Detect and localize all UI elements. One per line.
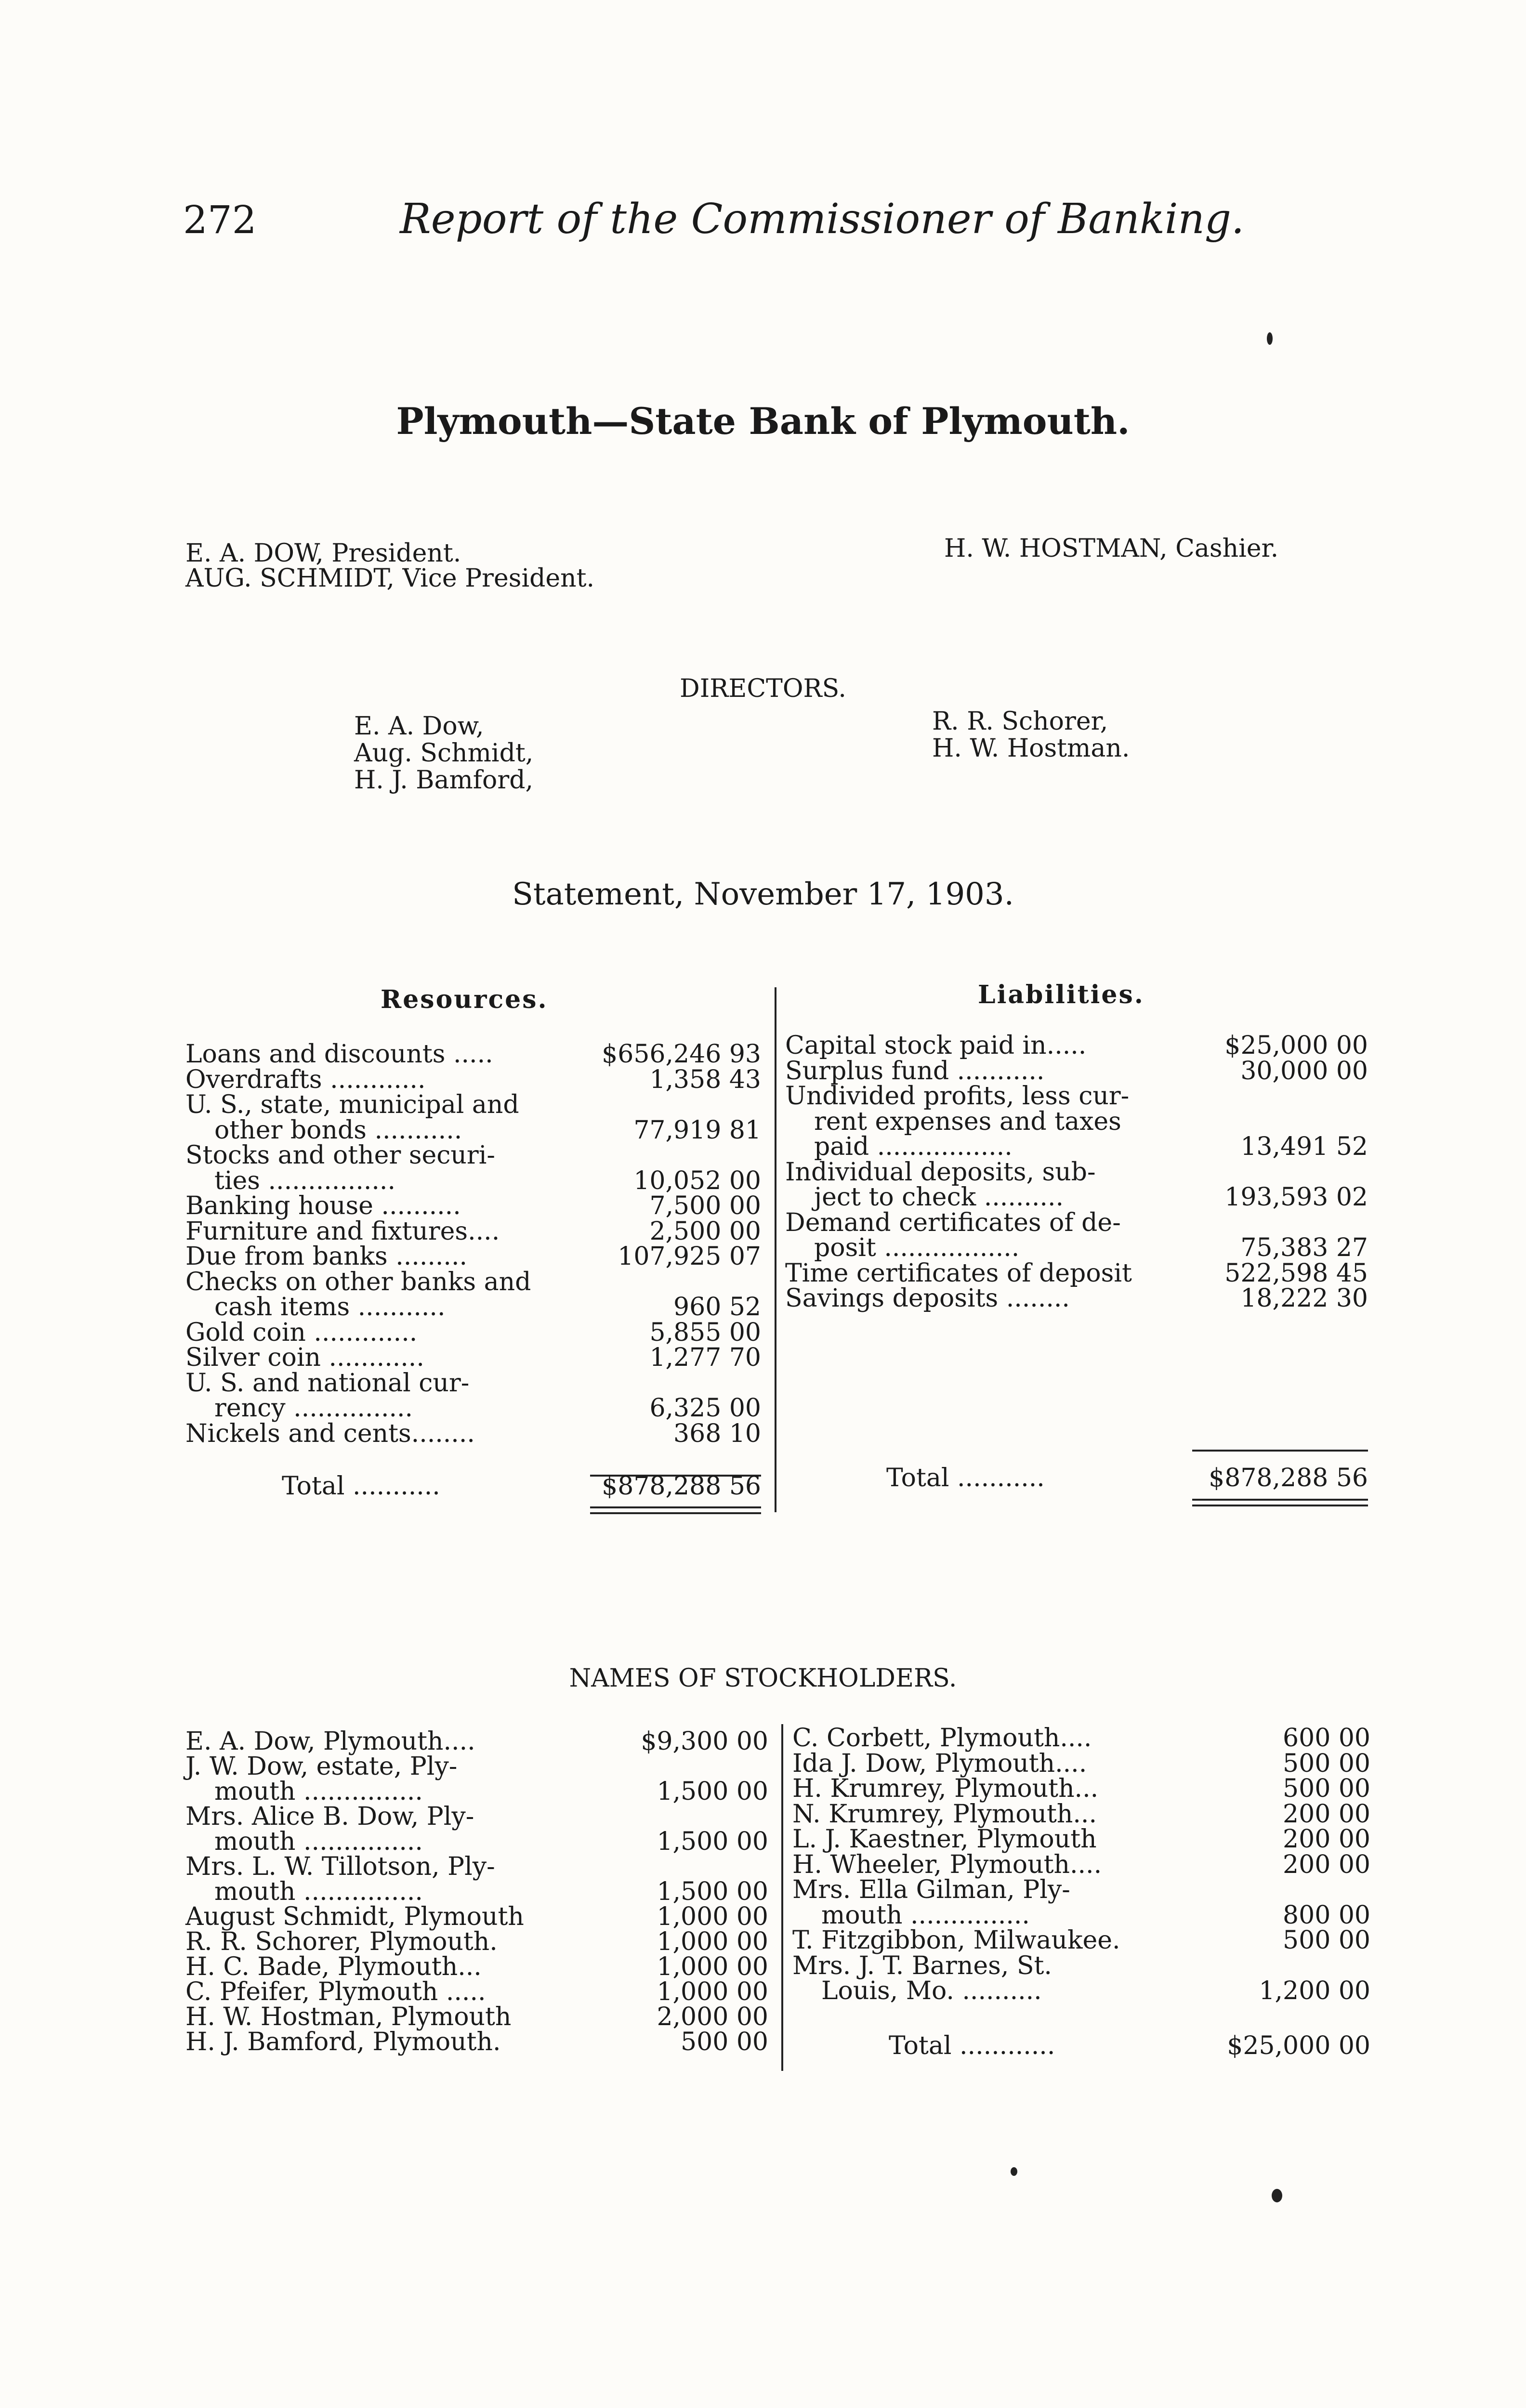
resource-row-label: U. S. and national cur- <box>185 1368 470 1398</box>
liability-row-amount: 193,593 02 <box>1224 1183 1368 1212</box>
resource-row-label: Loans and discounts ..... <box>185 1040 493 1069</box>
resource-row-amount: 107,925 07 <box>618 1242 761 1271</box>
resource-row-amount: 6,325 00 <box>649 1394 761 1423</box>
resource-row-amount: $656,246 93 <box>602 1040 761 1069</box>
resource-row-amount: 2,500 00 <box>649 1217 761 1246</box>
liability-row-label: Undivided profits, less cur- <box>785 1082 1130 1111</box>
bank-title: Plymouth—State Bank of Plymouth. <box>396 400 1130 443</box>
stockholder-row-label: C. Pfeifer, Plymouth ..... <box>185 1977 486 2006</box>
stockholder-row-label: mouth ............... <box>821 1900 1030 1930</box>
resource-row-label: Silver coin ............ <box>185 1343 424 1372</box>
resource-row-label: Gold coin ............. <box>185 1318 418 1347</box>
resource-row-label: Due from banks ......... <box>185 1242 467 1271</box>
stockholder-row-amount: 1,000 00 <box>657 1977 768 2006</box>
resource-row-label: ties ................ <box>214 1166 395 1195</box>
liability-row-label: paid ................. <box>814 1132 1013 1161</box>
stockholders-heading: NAMES OF STOCKHOLDERS. <box>569 1664 957 1693</box>
liability-row-label: Surplus fund ........... <box>785 1056 1045 1086</box>
stockholder-row-amount: 600 00 <box>1283 1724 1370 1753</box>
stockholder-row-amount: $9,300 00 <box>641 1727 768 1756</box>
resource-row-amount: 1,277 70 <box>649 1343 761 1372</box>
vice-president-line: AUG. SCHMIDT, Vice President. <box>185 564 595 593</box>
director-name: R. R. Schorer, <box>932 707 1108 736</box>
liability-row-label: ject to check .......... <box>814 1183 1064 1212</box>
resource-row-label: U. S., state, municipal and <box>185 1090 519 1119</box>
stockholder-row-amount: 1,000 00 <box>657 1902 768 1931</box>
liability-row-label: Savings deposits ........ <box>785 1284 1070 1313</box>
liability-row-amount: 18,222 30 <box>1240 1284 1368 1313</box>
stockholder-row-amount: 500 00 <box>681 2028 768 2056</box>
resource-row-amount: 5,855 00 <box>649 1318 761 1347</box>
stockholder-row-label: E. A. Dow, Plymouth.... <box>185 1727 475 1756</box>
stockholder-row-amount: 1,500 00 <box>657 1877 768 1906</box>
stockholder-row-label: R. R. Schorer, Plymouth. <box>185 1927 498 1956</box>
stockholder-row-label: mouth ............... <box>214 1877 423 1906</box>
stockholder-row-label: Mrs. J. T. Barnes, St. <box>792 1951 1052 1980</box>
liability-row-label: rent expenses and taxes <box>814 1107 1121 1136</box>
stockholder-row-label: Mrs. Alice B. Dow, Ply- <box>185 1802 474 1831</box>
stockholder-row-label: Mrs. L. W. Tillotson, Ply- <box>185 1852 495 1881</box>
stockholder-row-amount: 800 00 <box>1283 1900 1370 1930</box>
liability-row-amount: 522,598 45 <box>1224 1258 1368 1288</box>
resource-row-amount: 368 10 <box>673 1419 761 1448</box>
liability-row-amount: 30,000 00 <box>1240 1056 1368 1086</box>
liability-row-label: posit ................. <box>814 1233 1020 1262</box>
resource-row-label: cash items ........... <box>214 1293 446 1322</box>
scan-speck <box>1011 2167 1017 2176</box>
stockholder-row-label: T. Fitzgibbon, Milwaukee. <box>792 1926 1120 1955</box>
director-name: Aug. Schmidt, <box>354 739 534 768</box>
resources-total: $878,288 56 <box>602 1472 761 1501</box>
resource-row-label: Furniture and fixtures.... <box>185 1217 500 1246</box>
resource-row-label: Overdrafts ............ <box>185 1065 426 1094</box>
stockholders-total: $25,000 00 <box>1227 2031 1370 2060</box>
resource-row-amount: 77,919 81 <box>633 1115 761 1145</box>
double-rule <box>590 1506 761 1508</box>
directors-heading: DIRECTORS. <box>680 674 846 703</box>
stockholder-row-label: H. J. Bamford, Plymouth. <box>185 2028 501 2056</box>
stockholder-row-label: Mrs. Ella Gilman, Ply- <box>792 1875 1070 1904</box>
statement-date: Statement, November 17, 1903. <box>512 877 1014 912</box>
liabilities-heading: Liabilities. <box>978 980 1144 1009</box>
total-rule <box>1192 1450 1368 1452</box>
stockholder-row-label: mouth ............... <box>214 1777 423 1806</box>
cashier-line: H. W. HOSTMAN, Cashier. <box>944 534 1279 563</box>
double-rule <box>590 1512 761 1514</box>
resource-row-amount: 7,500 00 <box>649 1191 761 1220</box>
stockholder-row-label: N. Krumrey, Plymouth... <box>792 1799 1097 1829</box>
stockholder-row-label: J. W. Dow, estate, Ply- <box>185 1752 458 1781</box>
stockholder-row-amount: 200 00 <box>1283 1825 1370 1854</box>
resources-heading: Resources. <box>381 985 548 1014</box>
liability-row-amount: $25,000 00 <box>1224 1031 1368 1060</box>
directors-left <box>354 713 533 794</box>
liability-row-label: Individual deposits, sub- <box>785 1157 1096 1187</box>
double-rule <box>1192 1499 1368 1501</box>
running-title: Report of the Commissioner of Banking. <box>400 195 1245 243</box>
stockholder-row-amount: 500 00 <box>1283 1774 1370 1803</box>
resource-row-label: Banking house .......... <box>185 1191 461 1220</box>
stockholder-row-amount: 500 00 <box>1283 1926 1370 1955</box>
stockholder-row-amount: 2,000 00 <box>657 2002 768 2031</box>
resource-row-amount: 1,358 43 <box>649 1065 761 1094</box>
liability-row-label: Demand certificates of de- <box>785 1208 1121 1237</box>
liabilities-total-label: Total ........... <box>886 1464 1045 1492</box>
stockholder-row-label: H. Krumrey, Plymouth... <box>792 1774 1099 1803</box>
resources-total-label: Total ........... <box>282 1472 440 1501</box>
resource-row-amount: 960 52 <box>673 1293 761 1322</box>
stockholder-row-amount: 1,200 00 <box>1259 1976 1370 2005</box>
resource-row-amount: 10,052 00 <box>633 1166 761 1195</box>
resource-row-label: rency ............... <box>214 1394 413 1423</box>
stockholder-row-label: Ida J. Dow, Plymouth.... <box>792 1749 1087 1778</box>
stockholder-row-label: C. Corbett, Plymouth.... <box>792 1724 1092 1753</box>
stockholders-total-label: Total ............ <box>889 2031 1055 2060</box>
stockholder-row-amount: 1,000 00 <box>657 1952 768 1981</box>
resource-row-label: Stocks and other securi- <box>185 1141 495 1170</box>
stockholder-row-label: Louis, Mo. .......... <box>821 1976 1042 2005</box>
stockholder-row-label: August Schmidt, Plymouth <box>185 1902 524 1931</box>
stockholder-row-amount: 1,500 00 <box>657 1827 768 1856</box>
liability-row-amount: 13,491 52 <box>1240 1132 1368 1161</box>
liability-row-amount: 75,383 27 <box>1240 1233 1368 1262</box>
stockholder-row-label: mouth ............... <box>214 1827 423 1856</box>
scan-speck <box>1272 2189 1282 2202</box>
director-name: E. A. Dow, <box>354 712 484 741</box>
column-divider <box>781 1724 783 2071</box>
stockholder-row-amount: 200 00 <box>1283 1799 1370 1829</box>
director-name: H. W. Hostman. <box>932 734 1130 763</box>
stockholder-row-label: H. C. Bade, Plymouth... <box>185 1952 482 1981</box>
double-rule <box>1192 1505 1368 1506</box>
stockholder-row-amount: 200 00 <box>1283 1850 1370 1879</box>
column-divider <box>775 987 776 1512</box>
stockholder-row-label: H. W. Hostman, Plymouth <box>185 2002 512 2031</box>
page-number: 272 <box>183 197 257 242</box>
stockholder-row-amount: 500 00 <box>1283 1749 1370 1778</box>
president-line: E. A. DOW, President. <box>185 539 461 568</box>
scan-speck <box>1267 332 1273 345</box>
stockholder-row-amount: 1,500 00 <box>657 1777 768 1806</box>
liabilities-total: $878,288 56 <box>1209 1464 1368 1492</box>
liability-row-label: Time certificates of deposit <box>785 1258 1132 1288</box>
director-name: H. J. Bamford, <box>354 766 534 795</box>
resource-row-label: Nickels and cents........ <box>185 1419 475 1448</box>
stockholder-row-label: L. J. Kaestner, Plymouth <box>792 1825 1097 1854</box>
directors-right <box>932 708 1130 762</box>
resource-row-label: Checks on other banks and <box>185 1267 531 1296</box>
resource-row-label: other bonds ........... <box>214 1115 462 1145</box>
stockholder-row-label: H. Wheeler, Plymouth.... <box>792 1850 1102 1879</box>
liability-row-label: Capital stock paid in..... <box>785 1031 1087 1060</box>
stockholder-row-amount: 1,000 00 <box>657 1927 768 1956</box>
